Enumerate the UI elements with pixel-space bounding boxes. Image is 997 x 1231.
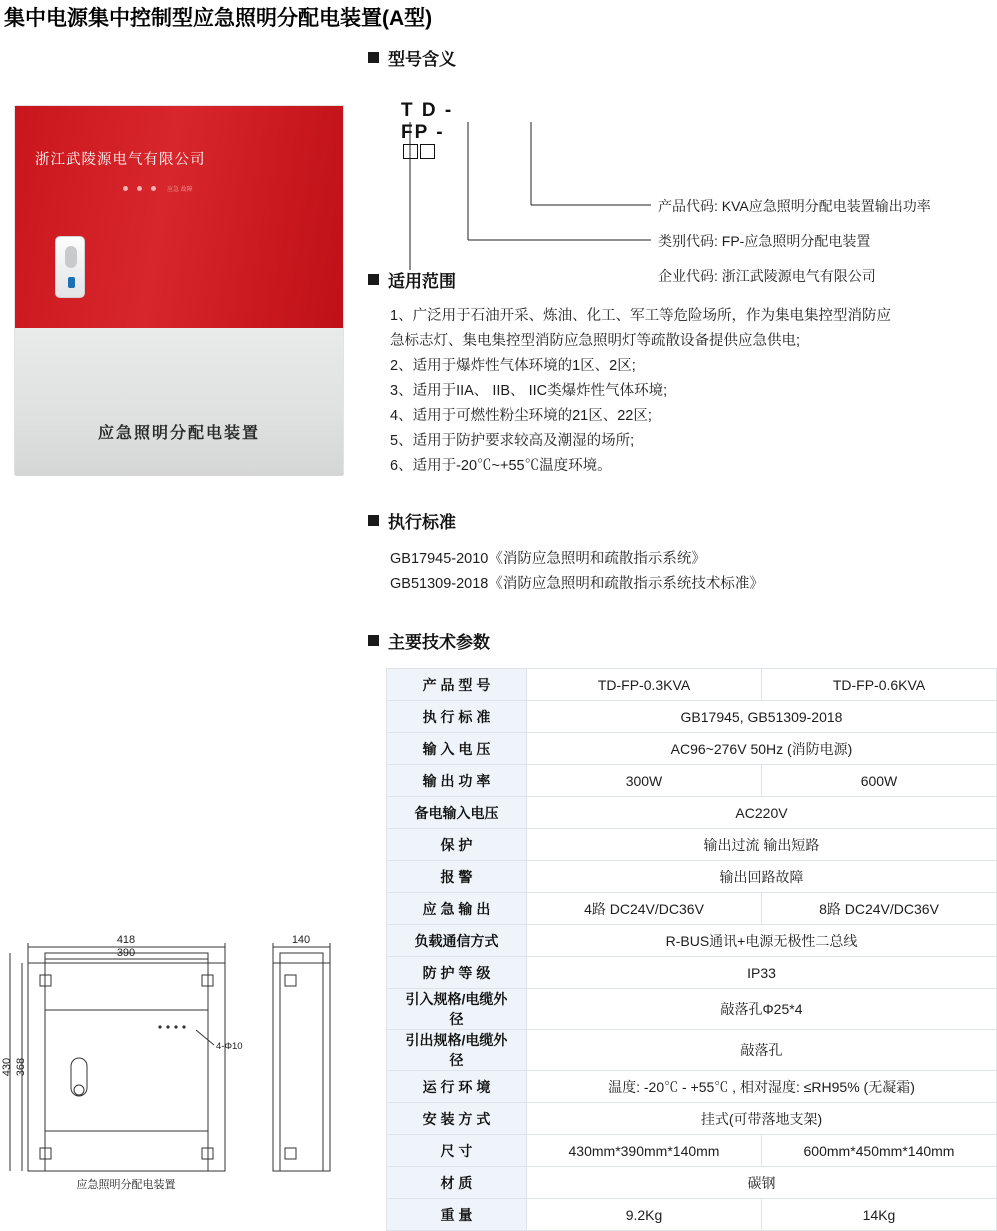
section-heading-model	[368, 45, 456, 70]
bullet-square-icon	[368, 635, 379, 646]
product-photo	[14, 105, 344, 475]
drawing-caption: 应急照明分配电装置	[76, 1179, 176, 1191]
section-heading-standards-label: 执行标准	[388, 513, 456, 532]
spec-row-value: IP33	[527, 957, 997, 989]
spec-row-value: 温度: -20℃ - +55℃ , 相对湿度: ≤RH95% (无凝霜)	[527, 1071, 997, 1103]
product-photo-caption: 应急照明分配电装置	[97, 425, 260, 442]
spec-row	[387, 925, 997, 957]
spec-row-label: 报 警	[387, 861, 527, 893]
spec-row	[387, 765, 997, 797]
spec-row-label: 材 质	[387, 1167, 527, 1199]
section-heading-standards	[368, 508, 764, 533]
spec-row	[387, 1103, 997, 1135]
model-code-part-company: T D	[401, 100, 438, 121]
spec-row-value: 输出过流 输出短路	[527, 829, 997, 861]
spec-row-value: 挂式(可带落地支架)	[527, 1103, 997, 1135]
spec-row	[387, 893, 997, 925]
spec-row	[387, 669, 997, 701]
spec-table-body	[387, 669, 997, 1231]
scope-text	[390, 304, 997, 479]
model-code-part-category: FP	[401, 122, 429, 143]
standards-text	[390, 547, 764, 597]
spec-row-label: 尺 寸	[387, 1135, 527, 1167]
spec-row-value-model-2: 600mm*450mm*140mm	[762, 1135, 997, 1167]
indicator-leds	[123, 184, 193, 193]
spec-row-value: 敲落孔	[527, 1030, 997, 1071]
bullet-square-icon	[368, 52, 379, 63]
spec-row-label: 应 急 输 出	[387, 893, 527, 925]
dimension-drawing-svg	[0, 935, 360, 1205]
spec-row-value: R-BUS通讯+电源无极性二总线	[527, 925, 997, 957]
product-photo-lower-panel	[15, 328, 343, 476]
spec-row-value: AC96~276V 50Hz (消防电源)	[527, 733, 997, 765]
spec-row-value-model-2: 8路 DC24V/DC36V	[762, 893, 997, 925]
spec-row	[387, 1030, 997, 1071]
spec-row-label: 重 量	[387, 1199, 527, 1231]
spec-row-label: 输 入 电 压	[387, 733, 527, 765]
led-icon	[151, 186, 156, 191]
section-heading-model-label: 型号含义	[388, 50, 456, 69]
bullet-square-icon	[368, 274, 379, 285]
spec-row-label: 保 护	[387, 829, 527, 861]
scope-line: 3、适用于IIA、 IIB、 IIC类爆炸性气体环境;	[390, 383, 668, 399]
door-lock-icon	[55, 236, 85, 298]
scope-line: 4、适用于可燃性粉尘环境的21区、22区;	[390, 408, 652, 424]
spec-row-label: 输 出 功 率	[387, 765, 527, 797]
spec-row-value: 碳钢	[527, 1167, 997, 1199]
section-heading-scope	[368, 267, 997, 292]
scope-line: 1、广泛用于石油开采、炼油、化工、军工等危险场所，作为集电集控型消防应	[390, 308, 892, 324]
spec-row-label: 执 行 标 准	[387, 701, 527, 733]
product-photo-upper-panel	[15, 106, 343, 328]
model-code-dash-1: -	[444, 100, 454, 121]
section-scope	[368, 267, 997, 479]
spec-row-value: 敲落孔Φ25*4	[527, 989, 997, 1030]
spec-row-label: 引出规格/电缆外径	[387, 1030, 527, 1071]
dim-height-outer: 430	[1, 1057, 13, 1077]
dim-depth: 140	[291, 935, 311, 946]
spec-row-value: 输出回路故障	[527, 861, 997, 893]
spec-row-value: AC220V	[527, 797, 997, 829]
spec-row-label: 引入规格/电缆外径	[387, 989, 527, 1030]
spec-row-value-model-1: 4路 DC24V/DC36V	[527, 893, 762, 925]
dim-width-inner: 390	[116, 947, 136, 959]
section-heading-specs	[368, 628, 997, 653]
spec-row	[387, 957, 997, 989]
spec-row-value-model-1: 300W	[527, 765, 762, 797]
spec-row	[387, 797, 997, 829]
spec-table	[386, 668, 997, 1231]
scope-line: 急标志灯、集电集控型消防应急照明灯等疏散设备提供应急供电;	[390, 333, 801, 349]
spec-row-label: 防 护 等 级	[387, 957, 527, 989]
spec-row-value-model-1: TD-FP-0.3KVA	[527, 669, 762, 701]
spec-row	[387, 701, 997, 733]
led-icon	[137, 186, 142, 191]
spec-row	[387, 1071, 997, 1103]
spec-row	[387, 989, 997, 1030]
hole-note: 4-Φ10	[216, 1041, 243, 1052]
spec-row-label: 备电输入电压	[387, 797, 527, 829]
led-icon	[123, 186, 128, 191]
spec-row-label: 负载通信方式	[387, 925, 527, 957]
product-brand-text: 浙江武陵源电气有限公司	[35, 152, 206, 168]
led-label: 应急 故障	[167, 187, 193, 193]
scope-line: 6、适用于-20℃~+55℃温度环境。	[390, 458, 612, 474]
spec-row	[387, 1199, 997, 1231]
standards-line: GB51309-2018《消防应急照明和疏散指示系统技术标准》	[390, 576, 764, 592]
section-heading-scope-label: 适用范围	[388, 272, 456, 291]
spec-row-label: 产 品 型 号	[387, 669, 527, 701]
bullet-square-icon	[368, 515, 379, 526]
scope-line: 5、适用于防护要求较高及潮湿的场所;	[390, 433, 635, 449]
spec-row	[387, 1135, 997, 1167]
section-standards	[368, 508, 764, 597]
model-note-company-code: 企业代码: 浙江武陵源电气有限公司	[658, 268, 876, 284]
spec-row-value: GB17945, GB51309-2018	[527, 701, 997, 733]
dimension-drawing	[0, 935, 360, 1205]
scope-line: 2、适用于爆炸性气体环境的1区、2区;	[390, 358, 636, 374]
model-note-product-code: 产品代码: KVA应急照明分配电装置输出功率	[658, 198, 931, 214]
page-title: 集中电源集中控制型应急照明分配电装置(A型)	[4, 7, 433, 30]
standards-line: GB17945-2010《消防应急照明和疏散指示系统》	[390, 551, 706, 567]
spec-row	[387, 829, 997, 861]
spec-row-value-model-1: 9.2Kg	[527, 1199, 762, 1231]
model-note-category-code: 类别代码: FP-应急照明分配电装置	[658, 233, 871, 249]
dim-height-inner: 368	[15, 1057, 27, 1077]
spec-row	[387, 861, 997, 893]
model-code-dash-2: -	[436, 122, 445, 143]
section-heading-specs-label: 主要技术参数	[388, 633, 490, 652]
spec-row	[387, 1167, 997, 1199]
spec-row-label: 安 装 方 式	[387, 1103, 527, 1135]
spec-row-value-model-2: 600W	[762, 765, 997, 797]
spec-row-value-model-2: TD-FP-0.6KVA	[762, 669, 997, 701]
section-specs	[368, 628, 997, 1231]
spec-row-value-model-2: 14Kg	[762, 1199, 997, 1231]
dim-width-outer: 418	[116, 935, 136, 946]
spec-row-label: 运 行 环 境	[387, 1071, 527, 1103]
spec-row	[387, 733, 997, 765]
spec-row-value-model-1: 430mm*390mm*140mm	[527, 1135, 762, 1167]
